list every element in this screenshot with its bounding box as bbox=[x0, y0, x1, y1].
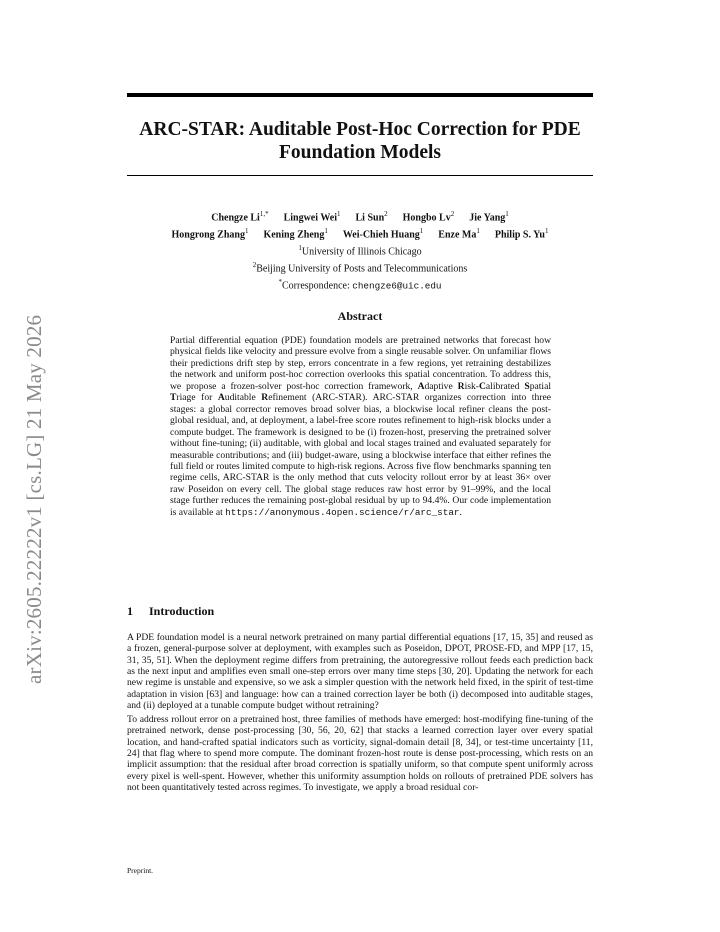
acronym-word-rest: patial bbox=[529, 380, 551, 392]
title-bottom-rule bbox=[127, 175, 593, 176]
author-name: Kening Zheng bbox=[263, 229, 325, 241]
author-block bbox=[110, 208, 610, 293]
author-name: Lingwei Wei bbox=[283, 212, 338, 224]
section-title: Introduction bbox=[149, 604, 215, 618]
footer-note: Preprint. bbox=[127, 866, 154, 875]
author-affiliation-mark: 1 bbox=[505, 210, 509, 218]
author-affiliation-mark: 1,* bbox=[259, 210, 269, 218]
author-affiliation-mark: 1 bbox=[419, 226, 424, 235]
acronym-word-rest: isk- bbox=[464, 380, 479, 392]
acronym-letter: T bbox=[170, 392, 177, 404]
affiliation-2: $^2$Beijing University of Posts and Telecommunications bbox=[252, 260, 468, 275]
author-line-2 bbox=[110, 225, 610, 242]
correspondence-email[interactable]: chengze6@uic.edu bbox=[352, 280, 442, 292]
author-affiliation-mark: 2 bbox=[450, 210, 455, 218]
affiliation-1: $^1$University of Illinois Chicago bbox=[298, 243, 422, 258]
acronym-word-rest: riage for bbox=[176, 392, 218, 404]
acronym-letter: S bbox=[524, 380, 530, 392]
intro-paragraph-1: A PDE foundation model is a neural network pretrained on many partial differential equations [17, 15, 35] and reused as a frozen, general-purpose solver at deployment, with examples such as Poseidon, DPOT, PROSE-FD, and MPP [17, 15, 31, 35, 51]. When the deployment regime differs from pretraining, the autoregressive rollout feeds each prediction back as the next input and amplifies even small one-step errors over many time steps [30, 20]. Updating the network for each new regime is unstable and expensive, so we ask a simpler question with the network held fixed, in the spirit of test-time adaptation in vision [63] and language: how can a trained correction layer be both (i) decomposed into auditable stages, and (ii) deployed at a tunable compute budget without retraining? bbox=[127, 632, 593, 712]
author-name: Enze Ma bbox=[438, 229, 477, 241]
acronym-letter: A bbox=[217, 392, 225, 404]
code-url-link[interactable]: https://anonymous.4open.science/r/arc_star bbox=[225, 506, 460, 518]
acronym-word-rest: uditable bbox=[224, 392, 262, 404]
author-affiliation-mark: 1 bbox=[337, 210, 341, 218]
abstract-text: Partial differential equation (PDE) foundation models are pretrained networks that forecast how physical fields like velocity and pressure evolve from a single reusable solver. On unfamiliar flows their predictions drift step by step, errors concentrate in a few regions, yet retraining destabilizes the network and uniform post-hoc correction overlooks this spatial concentration. To address this, we propose a frozen-solver post-hoc correction framework, Adaptive Risk-Calibrated Spatial Triage for Auditable Refinement (ARC-STAR). ARC-STAR organizes correction into three stages: a global corrector removes broad solver bias, a blockwise local refiner cleans the post-global residual, and, at deployment, a label-free score routes refinement to high-risk blocks under a compute budget. The framework is designed to be (i) frozen-host, preserving the pretrained solver without fine-tuning; (ii) auditable, with global and local stages trained and evaluated separately for measurable contributions; and (iii) budget-aware, using a blockwise interface that either refines the full field or routes limited compute to high-risk regions. Across five flow benchmarks spanning ten regime cells, ARC-STAR is the only method that cuts velocity rollout error by at least 36× over raw Poseidon on every cell. The global stage reduces raw host error by 91–99%, and the local stage further reduces the remaining post-global residual by up to 94.4%. Our code implementation is available at https://anonymous.4open.science/r/arc_star. bbox=[170, 335, 551, 518]
author-affiliation-mark: 1 bbox=[244, 226, 249, 235]
author-name: Wei-Chieh Huang bbox=[342, 229, 420, 241]
author-name: Hongrong Zhang bbox=[171, 229, 245, 241]
paper-title: ARC-STAR: Auditable Post-Hoc Correction for PDE Foundation Models bbox=[139, 119, 581, 163]
author-affiliation-mark: 2 bbox=[384, 210, 388, 218]
section-heading-introduction bbox=[127, 604, 214, 619]
intro-paragraph-2: To address rollout error on a pretrained host, three families of methods have emerged: host-modifying fine-tuning of the pretrained network, dense post-processing [30, 56, 20, 62] that stacks a learned correction layer over every spatial location, and hand-crafted spatial indicators such as vorticity, signal-domain detail [8, 34], or test-time uncertainty [11, 24] that flag where to spend more compute. The dominant frozen-host route is dense post-processing, which rests on an implicit assumption: that the residual after broad correction is spatially uniform, so that compute spent uniformly across every pixel is well-spent. However, whether this uniformity assumption holds on rollouts of pretrained PDE solvers has not been quantitatively tested across regimes. To investigate, we apply a broad residual cor- bbox=[127, 714, 593, 794]
author-affiliation-mark: 1 bbox=[544, 226, 549, 235]
acronym-letter: A bbox=[417, 380, 425, 392]
acronym-letter: R bbox=[261, 392, 269, 404]
arxiv-identifier: arXiv:2605.22222v1 [cs.LG] 21 May 2026 bbox=[22, 314, 46, 684]
acronym-word-rest: daptive bbox=[424, 380, 458, 392]
author-name: Hongbo Lv bbox=[402, 212, 451, 224]
correspondence: *Correspondence: chengze6@uic.edu bbox=[278, 277, 442, 292]
author-name: Jie Yang bbox=[469, 212, 506, 224]
author-name: Chengze Li bbox=[211, 212, 260, 224]
acronym-word-rest: alibrated bbox=[485, 380, 525, 392]
author-affiliation-mark: 1 bbox=[324, 226, 328, 235]
section-number: 1 bbox=[127, 604, 133, 618]
author-name: Li Sun bbox=[355, 212, 385, 224]
author-affiliation-mark: 1 bbox=[476, 226, 480, 235]
title-top-rule bbox=[127, 93, 593, 97]
acronym-letter: C bbox=[478, 380, 486, 392]
author-line-1 bbox=[110, 208, 610, 225]
acronym-letter: R bbox=[457, 380, 465, 392]
acronym-word-rest: efinement bbox=[268, 392, 307, 404]
author-name: Philip S. Yu bbox=[494, 229, 545, 241]
abstract-heading: Abstract bbox=[337, 309, 383, 323]
